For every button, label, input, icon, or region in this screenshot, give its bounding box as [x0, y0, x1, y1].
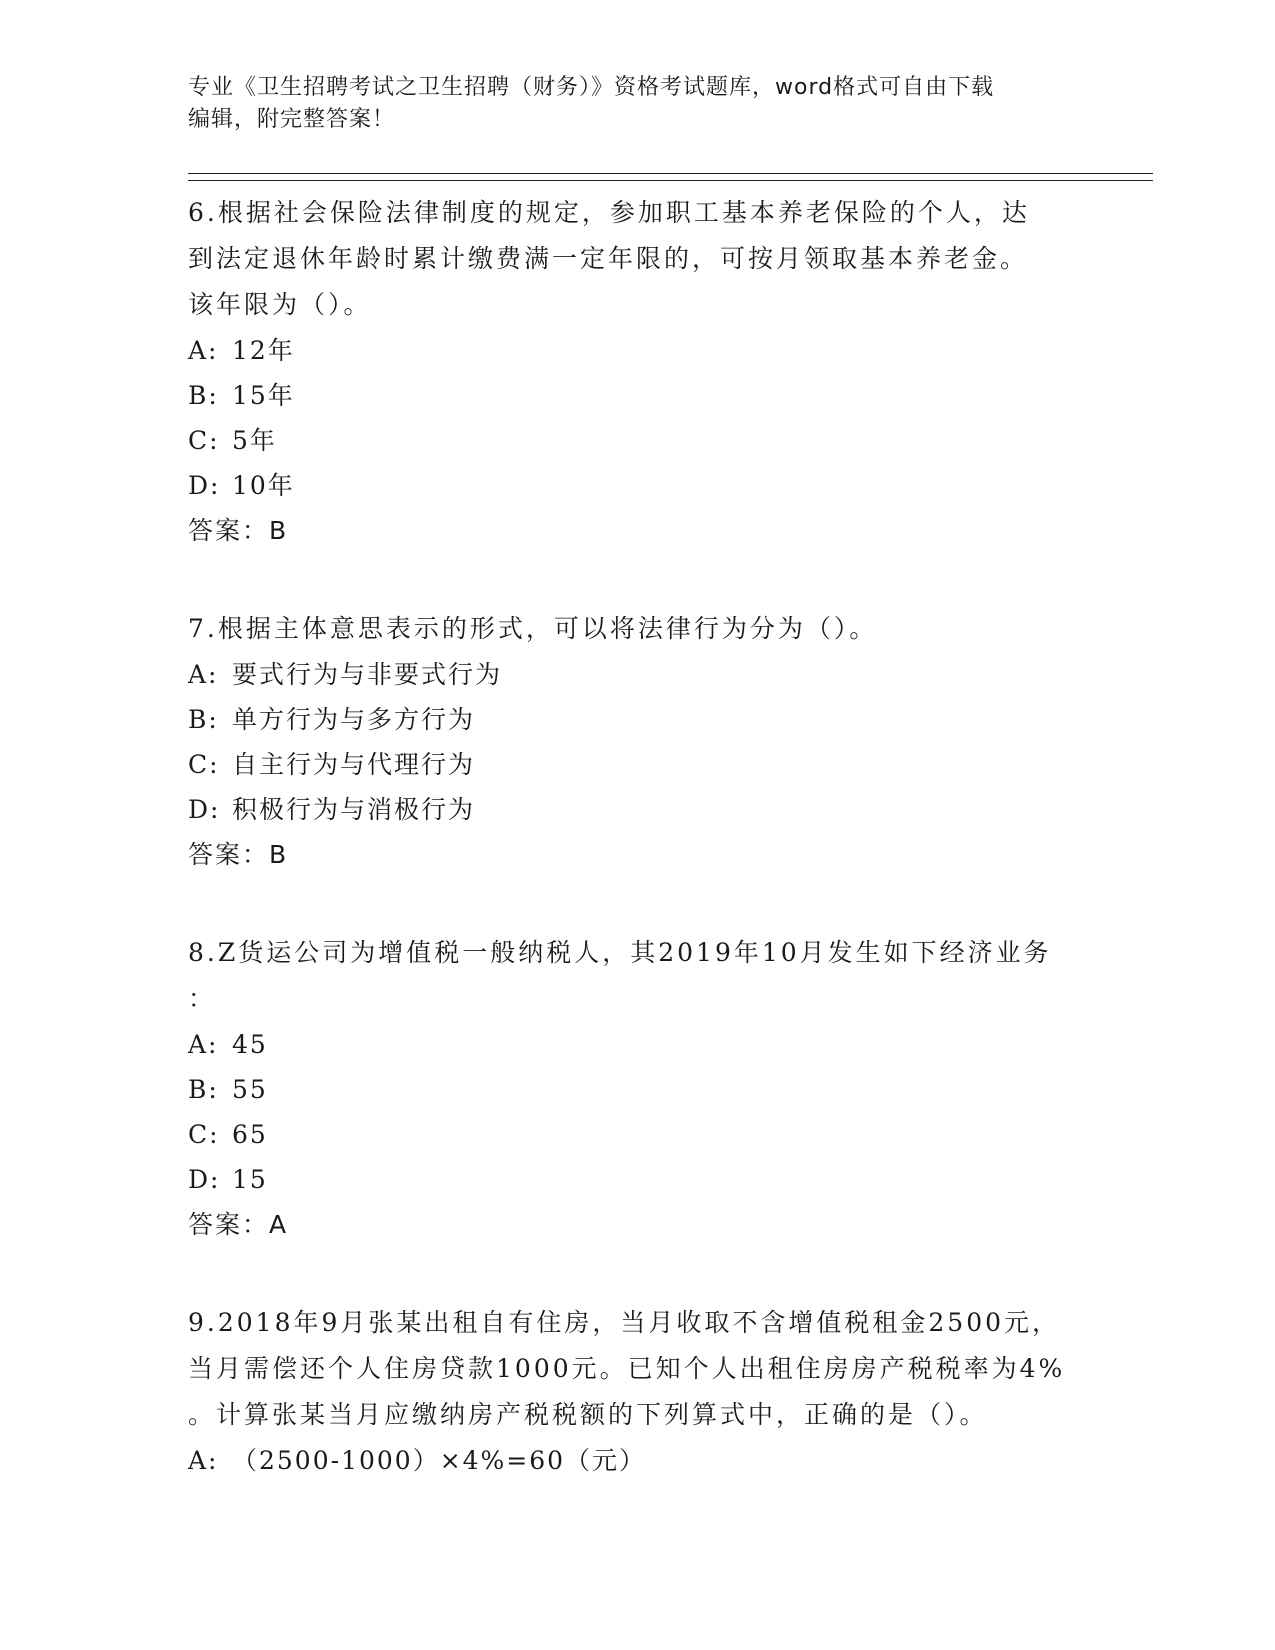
stem-line: 9.2018年9月张某出租自有住房，当月收取不含增值税租金2500元， [188, 1308, 1061, 1337]
header-rule-top [188, 173, 1153, 174]
option-key: A: [188, 660, 219, 689]
stem-line: 该年限为（）。 [188, 290, 372, 319]
stem-line: 。计算张某当月应缴纳房产税税额的下列算式中，正确的是（）。 [188, 1400, 988, 1429]
header-rule-bottom [188, 180, 1153, 181]
option-key: A: [188, 336, 219, 365]
question-stem [188, 930, 1088, 1022]
stem-line: 到法定退休年龄时累计缴费满一定年限的，可按月领取基本养老金。 [188, 244, 1029, 273]
option-d [188, 463, 1088, 508]
option-key: C: [188, 426, 220, 455]
question-stem [188, 1300, 1088, 1438]
option-key: B: [188, 1075, 219, 1104]
question-stem [188, 190, 1088, 328]
option-a [188, 652, 1088, 697]
stem-line: 8.Z货运公司为增值税一般纳税人，其2019年10月发生如下经济业务 [188, 938, 1052, 967]
option-text: 15年 [232, 381, 295, 410]
option-text: 55 [232, 1075, 268, 1104]
answer-line: 答案：A [188, 1210, 289, 1239]
option-d [188, 787, 1088, 832]
option-key: D: [188, 1165, 221, 1194]
option-text: 45 [232, 1030, 268, 1059]
stem-line: 7.根据主体意思表示的形式，可以将法律行为分为（）。 [188, 614, 878, 643]
stem-line: 当月需偿还个人住房贷款1000元。已知个人出租住房房产税税率为4% [188, 1354, 1066, 1383]
answer-line: 答案：B [188, 840, 289, 869]
option-a [188, 1022, 1088, 1067]
question-stem [188, 606, 1088, 652]
option-text: 自主行为与代理行为 [232, 750, 476, 779]
option-text: 要式行为与非要式行为 [232, 660, 503, 689]
option-key: D: [188, 471, 221, 500]
stem-line: 6.根据社会保险法律制度的规定，参加职工基本养老保险的个人，达 [188, 198, 1030, 227]
header-line-1: 专业《卫生招聘考试之卫生招聘（财务）》资格考试题库，word格式可自由下载 [188, 75, 995, 100]
option-d [188, 1157, 1088, 1202]
question-8 [188, 930, 1088, 1248]
option-key: A: [188, 1446, 219, 1475]
option-text: 12年 [232, 336, 295, 365]
option-key: A: [188, 1030, 219, 1059]
option-c [188, 1112, 1088, 1157]
option-text: 5年 [232, 426, 277, 455]
question-9 [188, 1300, 1088, 1483]
header-line-2: 编辑，附完整答案！ [188, 107, 396, 132]
answer-line: 答案：B [188, 516, 289, 545]
option-key: B: [188, 381, 219, 410]
option-a [188, 328, 1088, 373]
option-key: C: [188, 1120, 220, 1149]
option-key: C: [188, 750, 220, 779]
question-list [188, 190, 1088, 1535]
option-b [188, 697, 1088, 742]
option-text: 单方行为与多方行为 [232, 705, 476, 734]
option-text: 65 [232, 1120, 268, 1149]
option-key: D: [188, 795, 221, 824]
option-text: 积极行为与消极行为 [232, 795, 476, 824]
option-b [188, 1067, 1088, 1112]
option-text: （2500-1000）×4%=60（元） [232, 1446, 647, 1475]
stem-line: ： [188, 984, 217, 1013]
question-6 [188, 190, 1088, 554]
document-header [188, 72, 1068, 136]
option-c [188, 742, 1088, 787]
option-c [188, 418, 1088, 463]
option-b [188, 373, 1088, 418]
option-key: B: [188, 705, 219, 734]
question-7 [188, 606, 1088, 878]
option-text: 15 [232, 1165, 268, 1194]
option-a [188, 1438, 1088, 1483]
option-text: 10年 [232, 471, 295, 500]
